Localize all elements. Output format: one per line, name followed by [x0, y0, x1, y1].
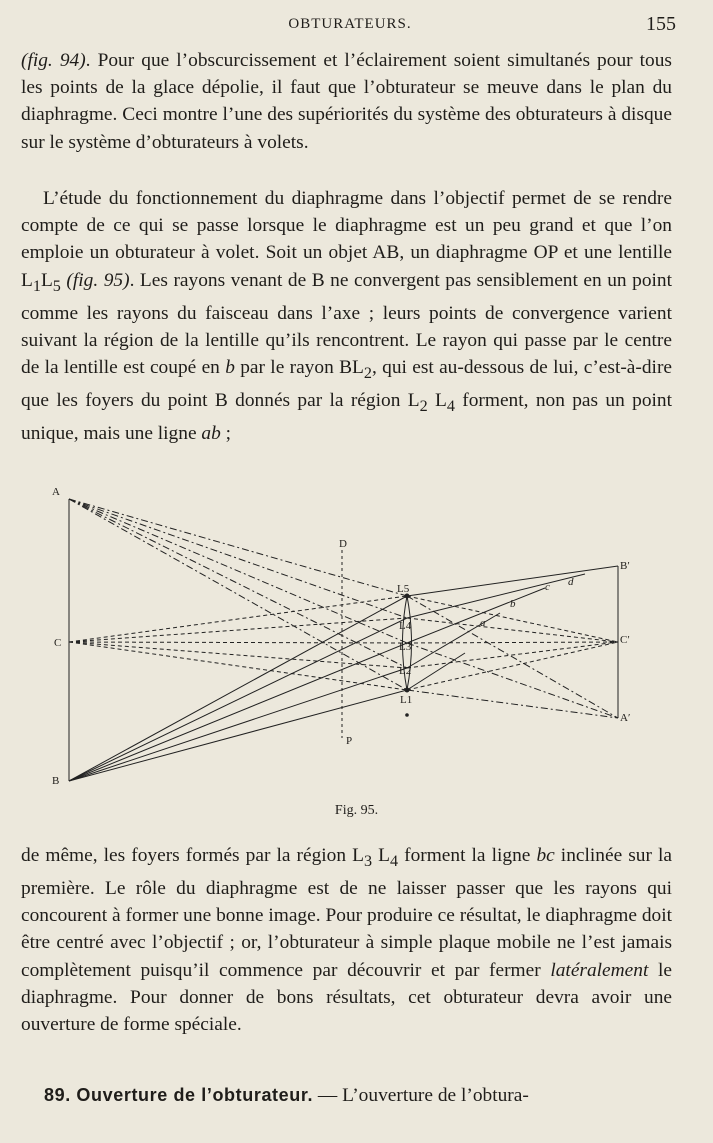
label-L3: L3 [399, 641, 412, 653]
optics-diagram [40, 478, 680, 790]
italic-letter: ab [201, 423, 221, 445]
text-run: L [40, 269, 53, 291]
text-run: par le rayon BL [234, 357, 364, 379]
subscript: 2 [363, 364, 372, 382]
label-c: c [545, 581, 550, 593]
text-run: L’étude du fonctionnement du diaphragme dans l’objectif permet de se rendre compte de ce qui se passe lorsque le diaphragme est un peu grand et que l’on emploie un obturateur à volet. Soit un objet AB, un diaphragme OP et une lentille L [21, 188, 672, 291]
text-run: L [427, 390, 447, 412]
label-A: A [52, 486, 60, 498]
label-B-prime: B′ [620, 560, 630, 572]
label-a: a [480, 617, 486, 629]
label-L4: L4 [399, 620, 412, 632]
text-run: le diaphragme. Pour donner de bons résultats, cet obturateur devra avoir une ouverture de forme spéciale. [21, 959, 672, 1036]
label-P: P [346, 735, 353, 747]
subscript: 2 [419, 398, 428, 416]
section-text: — L’ouverture de l’obtura- [313, 1085, 529, 1106]
label-L5: L5 [397, 583, 410, 595]
label-B: B [52, 775, 60, 787]
text-run: L [372, 845, 390, 866]
figure-95-diagram [40, 478, 680, 790]
page-number: 155 [646, 13, 676, 35]
label-D: D [339, 538, 347, 550]
running-header [24, 13, 676, 37]
label-b: b [510, 598, 516, 610]
text-run: ; [220, 423, 232, 445]
subscript: 5 [52, 277, 61, 295]
text-run: forment, non pas un point unique, mais une ligne [21, 390, 672, 445]
label-d: d [568, 576, 574, 588]
subscript: 4 [446, 398, 455, 416]
paragraph-3 [21, 842, 672, 1038]
rays-from-B [69, 566, 618, 781]
figure-reference: (fig. 94) [21, 50, 86, 71]
subscript: 1 [32, 277, 41, 295]
subscript: 4 [389, 852, 399, 870]
paragraph-2 [21, 185, 672, 447]
section-heading: 89. Ouverture de l’obturateur. [44, 1085, 314, 1105]
text-run: . Les rayons venant de B ne convergent pas sensiblement en un point comme les rayons du faisceau dans l’axe ; leurs points de convergence varient suivant la région de la lentille qu’ils rencontrent. Le rayon qui passe par le centre de la lentille est coupé en [21, 269, 672, 379]
italic-word: latéralement [550, 959, 649, 981]
label-L1: L1 [400, 694, 413, 706]
italic-letter: b [225, 357, 235, 379]
text-run: , qui est au-dessous de lui, c’est-à-dire que les foyers du point B donnés par la région L [21, 357, 673, 412]
text-run: inclinée sur la première. Le rôle du diaphragme est de ne laisser passer que les rayons qui concourent à former une bonne image. Pour produire ce résultat, le diaphragme doit être centré avec l’objectif ; or, l’obturateur à simple plaque mobile ne l’est jamais complètement puisqu’il commence par découvrir et par fermer [21, 845, 672, 981]
label-C: C [54, 637, 62, 649]
figure-reference: (fig. 95) [66, 269, 130, 291]
rays-from-C [69, 596, 618, 690]
paragraph-text: . Pour que l’obscurcissement et l’éclairement soient simultanés pour tous les points de la glace dépolie, il faut que l’obturateur se meuve dans le plan du diaphragme. Ceci montre l’une des supériorités du système des obturateurs à disque sur le système d’obturateurs à volets. [21, 50, 672, 153]
text-run: de même, les foyers formés par la région L [21, 845, 364, 866]
paragraph-1 [21, 47, 672, 156]
rays-from-A [69, 499, 618, 718]
text-run: forment la ligne [398, 845, 537, 866]
label-C-prime: C′ [620, 634, 630, 646]
label-A-prime: A′ [620, 712, 631, 724]
running-title: OBTURATEURS. [288, 16, 412, 32]
italic-letter: bc [536, 845, 555, 866]
subscript: 3 [363, 852, 373, 870]
figure-caption: Fig. 95. [334, 803, 379, 818]
label-L2: L2 [399, 665, 412, 677]
section-89 [44, 1082, 684, 1109]
